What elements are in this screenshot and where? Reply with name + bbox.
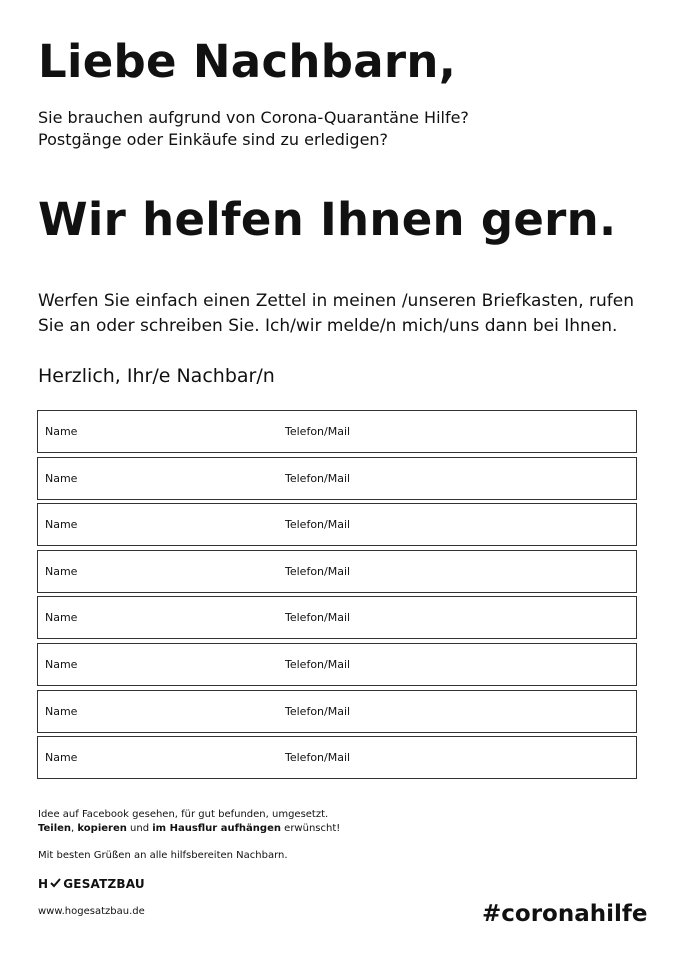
page-title: Liebe Nachbarn, xyxy=(38,35,457,88)
footer-sep-1: , xyxy=(71,823,78,834)
contact-label: Telefon/Mail xyxy=(285,704,351,718)
intro-line-2: Postgänge oder Einkäufe sind zu erledigen? xyxy=(38,130,389,149)
name-label: Name xyxy=(45,471,78,485)
company-logo xyxy=(38,876,145,892)
name-label: Name xyxy=(45,425,78,438)
footer-sep-2: und xyxy=(126,823,153,834)
body-line-1: Werfen Sie einfach einen Zettel in meinen /unseren Briefkasten, rufen xyxy=(38,291,634,311)
hashtag: #coronahilfe xyxy=(482,901,648,927)
body-line-2: Sie an oder schreiben Sie. Ich/wir melde/n mich/uns dann bei Ihnen. xyxy=(38,316,618,336)
contact-row[interactable] xyxy=(37,596,637,639)
name-label: Name xyxy=(45,751,78,765)
contact-label: Telefon/Mail xyxy=(285,657,351,671)
greeting: Herzlich, Ihr/e Nachbar/n xyxy=(38,365,275,387)
contact-row[interactable] xyxy=(37,503,637,546)
contact-rows xyxy=(37,410,637,783)
contact-row[interactable] xyxy=(37,457,637,500)
hang-up-text: im Hausflur aufhängen xyxy=(152,823,281,834)
copy-text: kopieren xyxy=(77,823,127,834)
contact-label: Telefon/Mail xyxy=(285,518,351,532)
website-link[interactable]: www.hogesatzbau.de xyxy=(38,906,145,917)
name-label: Name xyxy=(45,518,78,532)
name-label: Name xyxy=(45,611,78,625)
footer-tail: erwünscht! xyxy=(280,823,341,834)
footer-note xyxy=(38,808,340,836)
subheadline: Wir helfen Ihnen gern. xyxy=(38,193,617,246)
logo-suffix: GESATZBAU xyxy=(63,877,145,891)
regards-text: Mit besten Grüßen an alle hilfsbereiten Nachbarn. xyxy=(38,850,288,861)
footer-line-2 xyxy=(38,822,340,836)
name-label: Name xyxy=(45,704,78,718)
contact-row[interactable] xyxy=(37,736,637,779)
contact-label: Telefon/Mail xyxy=(285,751,351,765)
contact-label: Telefon/Mail xyxy=(285,425,351,438)
name-label: Name xyxy=(45,657,78,671)
share-text: Teilen xyxy=(38,823,72,834)
contact-label: Telefon/Mail xyxy=(285,611,351,625)
intro-text xyxy=(38,107,469,151)
checkmark-icon xyxy=(50,876,61,892)
contact-row[interactable] xyxy=(37,643,637,686)
intro-line-1: Sie brauchen aufgrund von Corona-Quarantäne Hilfe? xyxy=(38,108,469,127)
contact-label: Telefon/Mail xyxy=(285,564,351,578)
contact-label: Telefon/Mail xyxy=(285,471,351,485)
body-text xyxy=(38,289,638,339)
contact-row[interactable] xyxy=(37,690,637,733)
contact-row[interactable] xyxy=(37,410,637,453)
name-label: Name xyxy=(45,564,78,578)
footer-line-1: Idee auf Facebook gesehen, für gut befunden, umgesetzt. xyxy=(38,809,329,820)
logo-prefix: H xyxy=(38,877,49,891)
contact-row[interactable] xyxy=(37,550,637,593)
